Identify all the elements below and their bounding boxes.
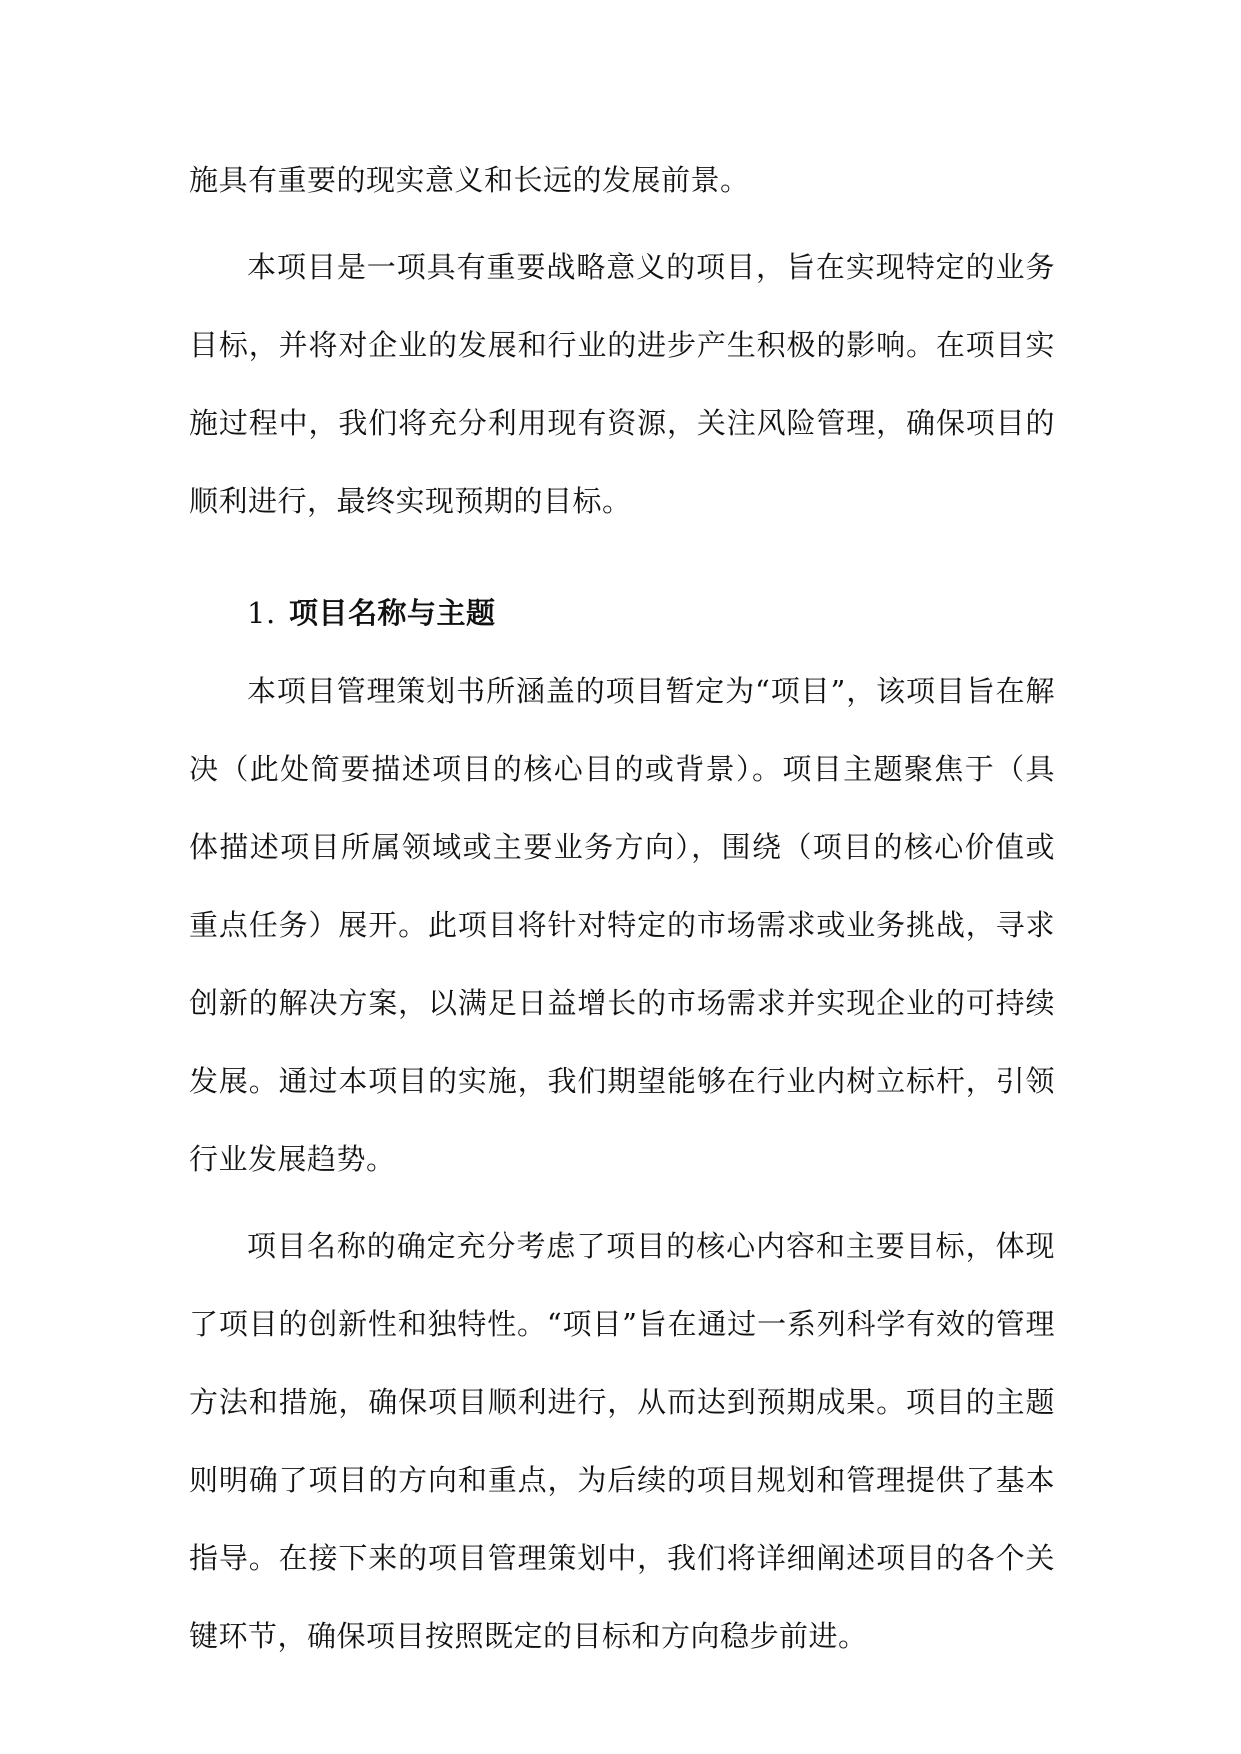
paragraph-project-theme: 本项目管理策划书所涵盖的项目暂定为“项目”，该项目旨在解决（此处简要描述项目的核心目的或背景）。项目主题聚焦于（具体描述项目所属领域或主要业务方向），围绕（项目的核心价值或重点任务）展开。此项目将针对特定的市场需求或业务挑战，寻求创新的解决方案，以满足日益增长的市场需求并实现企业的可持续发展。通过本项目的实施，我们期望能够在行业内树立标杆，引领行业发展趋势。 <box>189 674 1055 1176</box>
paragraph-continuation: 施具有重要的现实意义和长远的发展前景。 <box>189 163 750 197</box>
paragraph-project-overview: 本项目是一项具有重要战略意义的项目，旨在实现特定的业务目标，并将对企业的发展和行业的进步产生积极的影响。在项目实施过程中，我们将充分利用现有资源，关注风险管理，确保项目的顺利进行，最终实现预期的目标。 <box>189 250 1055 518</box>
paragraph-project-name-rationale: 项目名称的确定充分考虑了项目的核心内容和主要目标，体现了项目的创新性和独特性。“项目”旨在通过一系列科学有效的管理方法和措施，确保项目顺利进行，从而达到预期成果。项目的主题则明确了项目的方向和重点，为后续的项目规划和管理提供了基本指导。在接下来的项目管理策划中，我们将详细阐述项目的各个关键环节，确保项目按照既定的目标和方向稳步前进。 <box>189 1229 1055 1653</box>
section-title: 项目名称与主题 <box>289 596 496 630</box>
section-number: 1. <box>247 596 276 630</box>
section-heading <box>189 574 1055 652</box>
document-body <box>189 141 1055 1675</box>
